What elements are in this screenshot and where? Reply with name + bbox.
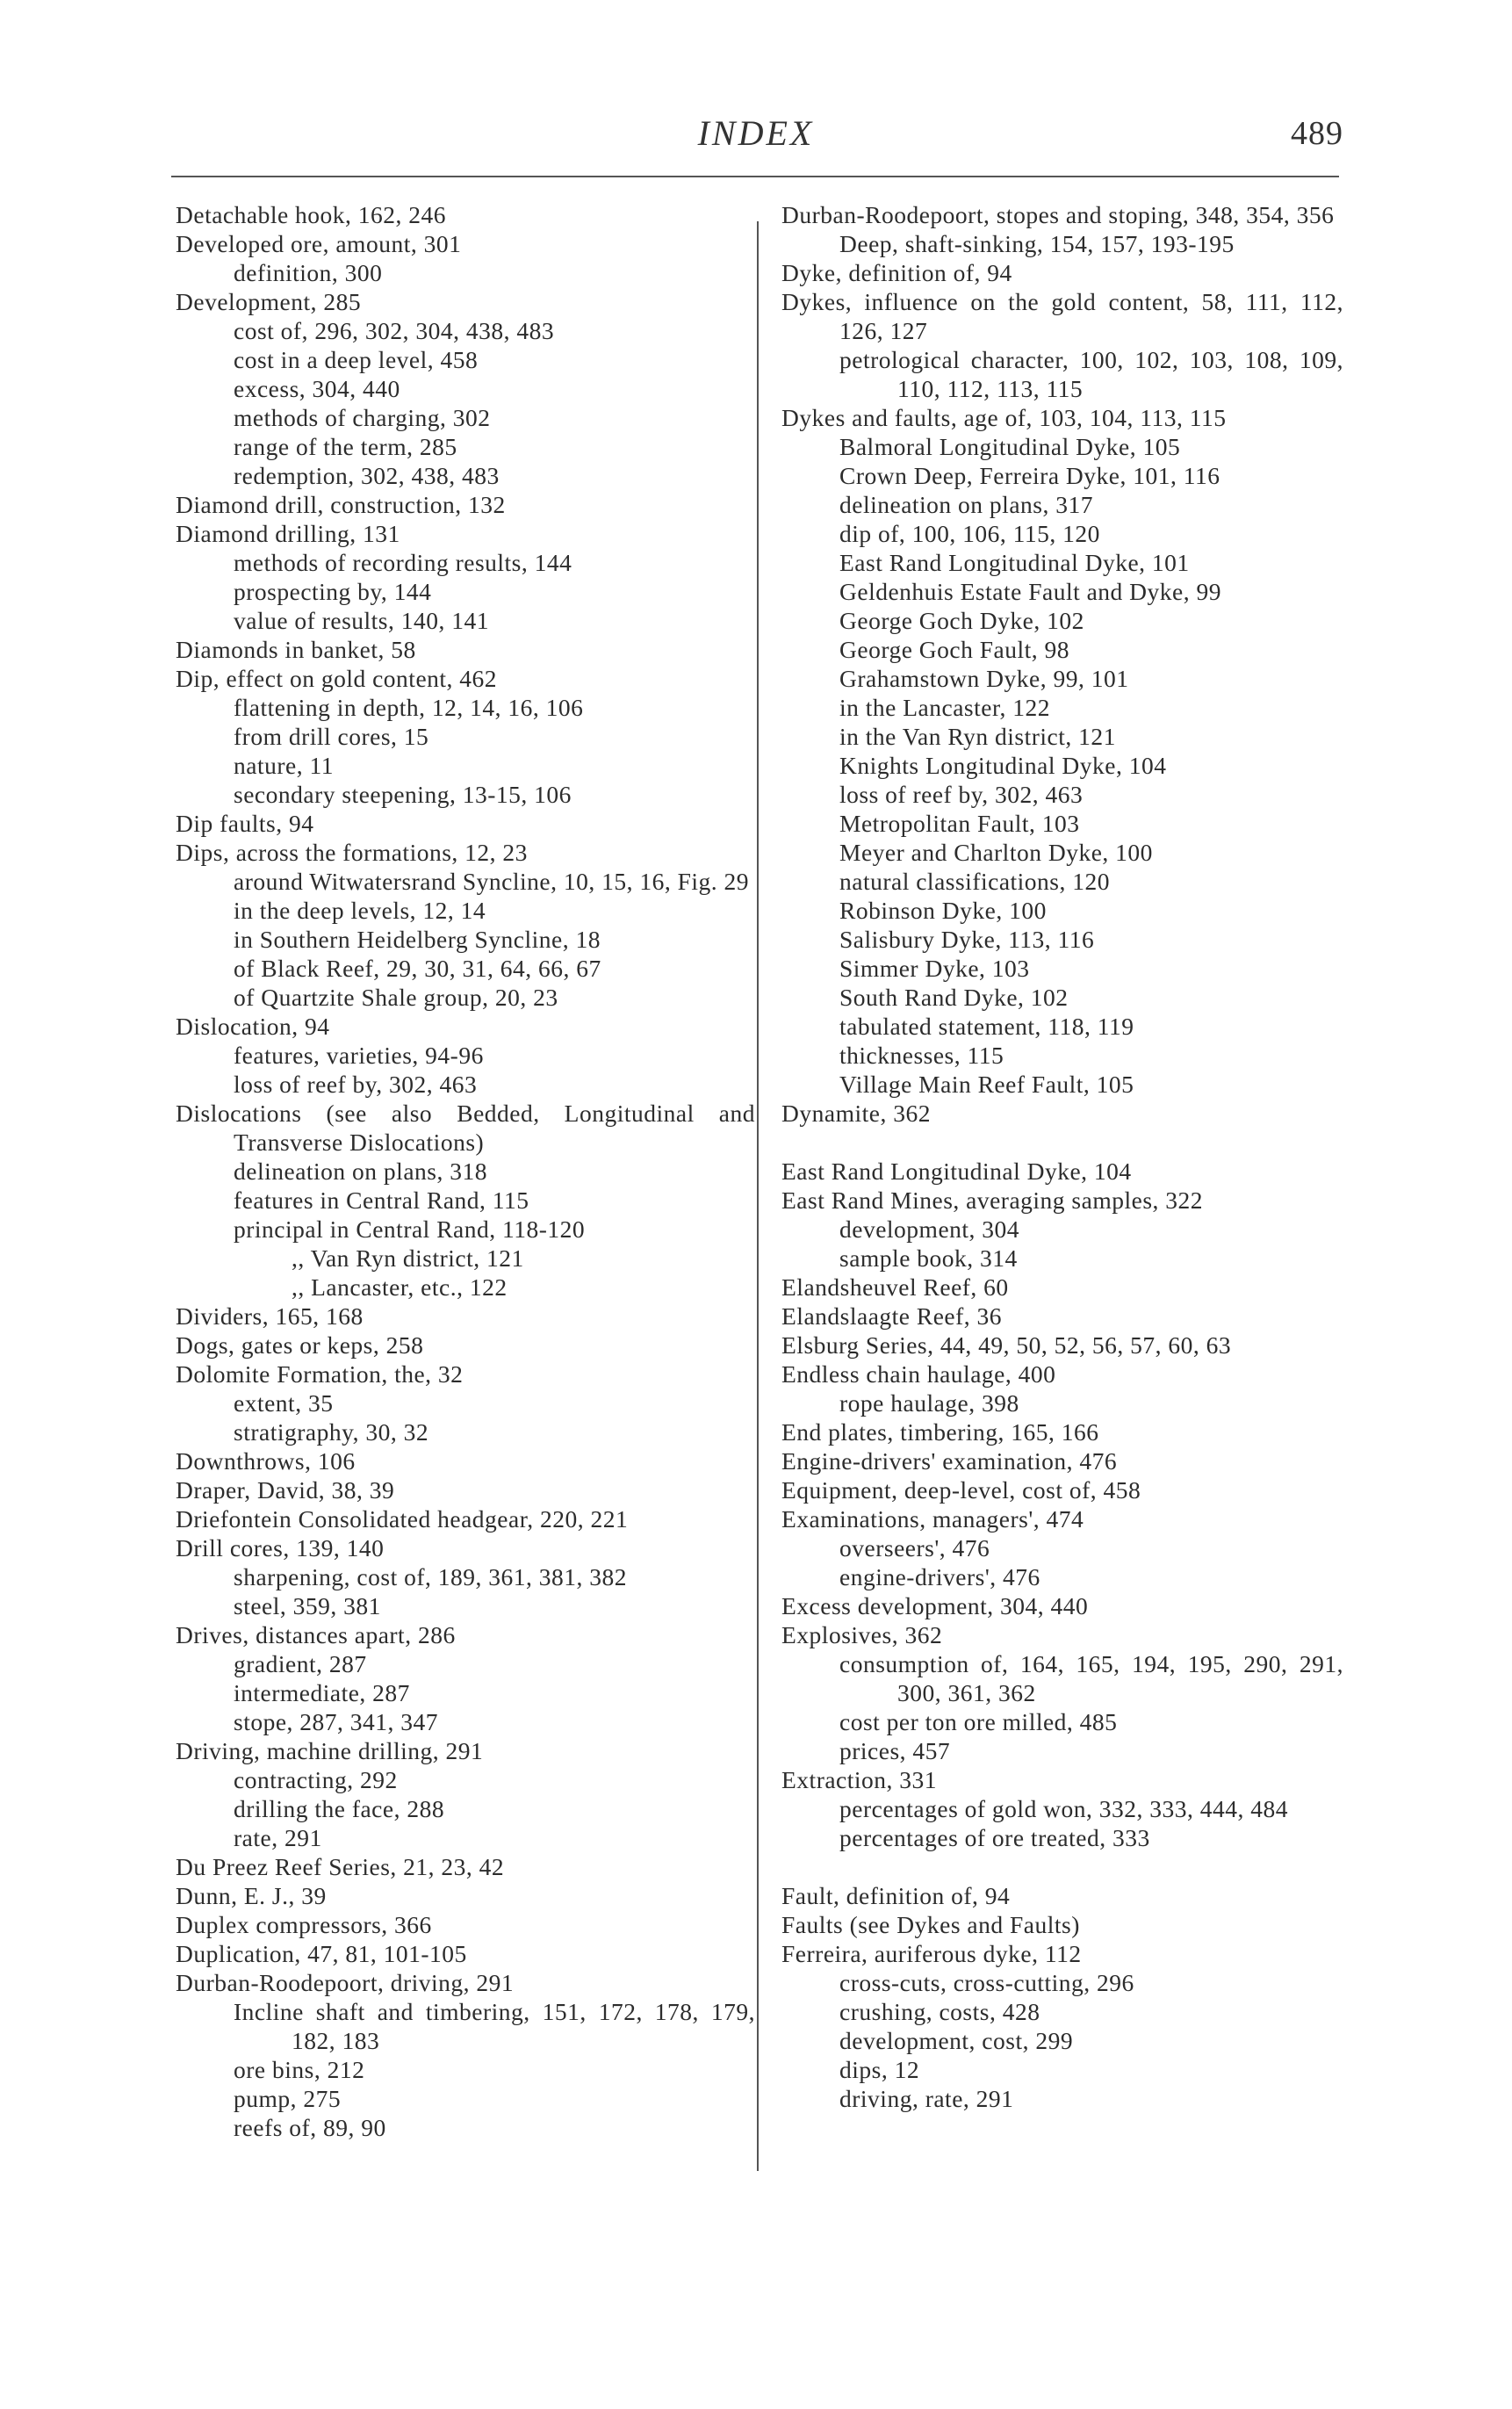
index-subentry: cost of, 296, 302, 304, 438, 483	[234, 317, 555, 344]
page-number: 489	[1291, 115, 1343, 152]
index-subentry: delineation on plans, 318	[234, 1158, 487, 1185]
index-entry: Equipment, deep-level, cost of, 458	[781, 1476, 1141, 1504]
index-entry: Dyke, definition of, 94	[781, 259, 1012, 286]
index-subentry: development, 304	[839, 1215, 1020, 1243]
index-entry: Downthrows, 106	[176, 1447, 356, 1475]
index-subentry: flattening in depth, 12, 14, 16, 106	[234, 694, 584, 721]
index-entry: Duplex compressors, 366	[176, 1911, 432, 1938]
index-entry: Driefontein Consolidated headgear, 220, 221	[176, 1505, 629, 1533]
index-subentry: stope, 287, 341, 347	[234, 1708, 439, 1735]
index-entry: Dolomite Formation, the, 32	[176, 1360, 464, 1388]
index-entry: Fault, definition of, 94	[781, 1882, 1011, 1909]
index-entry: Dip faults, 94	[176, 810, 314, 837]
index-entry: End plates, timbering, 165, 166	[781, 1418, 1099, 1446]
index-entry: Durban-Roodepoort, driving, 291	[176, 1969, 515, 1996]
index-subentry: range of the term, 285	[234, 433, 457, 460]
index-subentry: South Rand Dyke, 102	[839, 984, 1069, 1011]
index-subentry: ,, Lancaster, etc., 122	[292, 1273, 508, 1301]
index-entry: Dividers, 165, 168	[176, 1302, 364, 1330]
index-subentry: from drill cores, 15	[234, 723, 429, 750]
index-subentry: percentages of ore treated, 333	[839, 1824, 1150, 1851]
index-subentry: rope haulage, 398	[839, 1389, 1019, 1417]
index-subentry: Crown Deep, Ferreira Dyke, 101, 116	[839, 462, 1220, 489]
index-subentry: extent, 35	[234, 1389, 334, 1417]
index-entry: Faults (see Dykes and Faults)	[781, 1911, 1080, 1938]
index-entry: Diamond drilling, 131	[176, 520, 400, 547]
index-entry: Dykes, influence on the gold content, 58, 111, 112, 126, 127	[781, 288, 1343, 344]
index-subentry: sample book, 314	[839, 1244, 1018, 1272]
index-subentry: of Black Reef, 29, 30, 31, 64, 66, 67	[234, 955, 601, 982]
index-entry: Drill cores, 139, 140	[176, 1534, 385, 1562]
index-subentry: excess, 304, 440	[234, 375, 400, 402]
index-subentry: reefs of, 89, 90	[234, 2114, 386, 2141]
index-subentry: loss of reef by, 302, 463	[234, 1071, 478, 1098]
index-subentry: in the deep levels, 12, 14	[234, 897, 486, 924]
index-entry: Elandsheuvel Reef, 60	[781, 1273, 1009, 1301]
index-subentry: Incline shaft and timbering, 151, 172, 178, 179, 182, 183	[234, 1998, 755, 2054]
index-subentry: thicknesses, 115	[839, 1042, 1004, 1069]
index-subentry: drilling the face, 288	[234, 1795, 445, 1822]
index-subentry: pump, 275	[234, 2085, 342, 2112]
index-entry: Driving, machine drilling, 291	[176, 1737, 484, 1764]
index-entry: Engine-drivers' examination, 476	[781, 1447, 1118, 1475]
index-subentry: dip of, 100, 106, 115, 120	[839, 520, 1100, 547]
index-entry: East Rand Mines, averaging samples, 322	[781, 1186, 1204, 1214]
index-subentry: petrological character, 100, 102, 103, 108, 109, 110, 112, 113, 115	[839, 346, 1343, 402]
index-entry: Du Preez Reef Series, 21, 23, 42	[176, 1853, 505, 1880]
index-subentry: methods of charging, 302	[234, 404, 491, 431]
index-subentry: definition, 300	[234, 259, 383, 286]
index-subentry: value of results, 140, 141	[234, 607, 490, 634]
index-subentry: driving, rate, 291	[839, 2085, 1014, 2112]
index-subentry: dips, 12	[839, 2056, 920, 2083]
index-entry: Explosives, 362	[781, 1621, 943, 1648]
index-subentry: stratigraphy, 30, 32	[234, 1418, 429, 1446]
running-header-title: INDEX	[697, 113, 815, 153]
index-subentry: tabulated statement, 118, 119	[839, 1013, 1134, 1040]
index-entry: Excess development, 304, 440	[781, 1592, 1089, 1619]
index-subentry: sharpening, cost of, 189, 361, 381, 382	[234, 1563, 627, 1590]
index-subentry: cost in a deep level, 458	[234, 346, 479, 373]
index-subentry: Knights Longitudinal Dyke, 104	[839, 752, 1167, 779]
index-subentry: cost per ton ore milled, 485	[839, 1708, 1118, 1735]
index-subentry: George Goch Fault, 98	[839, 636, 1070, 663]
index-entry: Duplication, 47, 81, 101-105	[176, 1940, 467, 1967]
index-entry: Durban-Roodepoort, stopes and stoping, 348, 354, 356	[781, 201, 1335, 228]
index-subentry: in the Lancaster, 122	[839, 694, 1051, 721]
index-subentry: prospecting by, 144	[234, 578, 432, 605]
index-subentry: Metropolitan Fault, 103	[839, 810, 1080, 837]
index-subentry: redemption, 302, 438, 483	[234, 462, 500, 489]
index-subentry: delineation on plans, 317	[839, 491, 1093, 518]
index-entry: Elsburg Series, 44, 49, 50, 52, 56, 57, 60, 63	[781, 1331, 1232, 1359]
index-entry: Development, 285	[176, 288, 362, 315]
index-subentry: Balmoral Longitudinal Dyke, 105	[839, 433, 1181, 460]
index-entry: Draper, David, 38, 39	[176, 1476, 395, 1504]
index-subentry: Meyer and Charlton Dyke, 100	[839, 839, 1153, 866]
index-subentry: consumption of, 164, 165, 194, 195, 290, 291, 300, 361, 362	[839, 1650, 1343, 1706]
index-subentry: principal in Central Rand, 118-120	[234, 1215, 586, 1243]
index-subentry: Simmer Dyke, 103	[839, 955, 1030, 982]
index-entry: Elandslaagte Reef, 36	[781, 1302, 1003, 1330]
index-subentry: George Goch Dyke, 102	[839, 607, 1084, 634]
index-column-left	[176, 200, 755, 2142]
index-subentry: ,, Van Ryn district, 121	[292, 1244, 524, 1272]
index-subentry: ore bins, 212	[234, 2056, 365, 2083]
index-subentry: around Witwatersrand Syncline, 10, 15, 16, Fig. 29	[234, 868, 750, 895]
index-entry: Dislocations (see also Bedded, Longitudinal and Transverse Dislocations)	[176, 1100, 755, 1156]
index-entry: Endless chain haulage, 400	[781, 1360, 1056, 1388]
index-subentry: features in Central Rand, 115	[234, 1186, 529, 1214]
index-subentry: East Rand Longitudinal Dyke, 101	[839, 549, 1190, 576]
index-subentry: Deep, shaft-sinking, 154, 157, 193-195	[839, 230, 1235, 257]
index-entry: Detachable hook, 162, 246	[176, 201, 447, 228]
column-divider	[757, 221, 759, 2171]
index-subentry: in Southern Heidelberg Syncline, 18	[234, 926, 601, 953]
index-entry: East Rand Longitudinal Dyke, 104	[781, 1158, 1132, 1185]
index-subentry: crushing, costs, 428	[839, 1998, 1040, 2025]
index-entry: Dynamite, 362	[781, 1100, 931, 1127]
index-subentry: features, varieties, 94-96	[234, 1042, 484, 1069]
index-entry: Diamond drill, construction, 132	[176, 491, 506, 518]
index-entry: Dips, across the formations, 12, 23	[176, 839, 528, 866]
index-subentry: Village Main Reef Fault, 105	[839, 1071, 1134, 1098]
index-entry: Dykes and faults, age of, 103, 104, 113, 115	[781, 404, 1227, 431]
index-subentry: development, cost, 299	[839, 2027, 1074, 2054]
index-subentry: intermediate, 287	[234, 1679, 410, 1706]
index-subentry: steel, 359, 381	[234, 1592, 381, 1619]
index-subentry: methods of recording results, 144	[234, 549, 572, 576]
index-entry: Dogs, gates or keps, 258	[176, 1331, 424, 1359]
index-entry: Dunn, E. J., 39	[176, 1882, 327, 1909]
index-subentry: contracting, 292	[234, 1766, 398, 1793]
index-subentry: rate, 291	[234, 1824, 322, 1851]
index-subentry: percentages of gold won, 332, 333, 444, 484	[839, 1795, 1289, 1822]
index-subentry: Robinson Dyke, 100	[839, 897, 1047, 924]
header-rule	[171, 176, 1339, 177]
index-subentry: secondary steepening, 13-15, 106	[234, 781, 572, 808]
index-subentry: Salisbury Dyke, 113, 116	[839, 926, 1095, 953]
index-subentry: loss of reef by, 302, 463	[839, 781, 1084, 808]
index-entry: Dislocation, 94	[176, 1013, 330, 1040]
index-subentry: Grahamstown Dyke, 99, 101	[839, 665, 1129, 692]
index-entry: Examinations, managers', 474	[781, 1505, 1084, 1533]
index-subentry: in the Van Ryn district, 121	[839, 723, 1116, 750]
index-subentry: gradient, 287	[234, 1650, 367, 1677]
index-subentry: of Quartzite Shale group, 20, 23	[234, 984, 558, 1011]
index-subentry: overseers', 476	[839, 1534, 990, 1562]
index-entry: Ferreira, auriferous dyke, 112	[781, 1940, 1082, 1967]
index-entry: Diamonds in banket, 58	[176, 636, 416, 663]
index-entry: Drives, distances apart, 286	[176, 1621, 456, 1648]
index-subentry: nature, 11	[234, 752, 334, 779]
index-subentry: Geldenhuis Estate Fault and Dyke, 99	[839, 578, 1221, 605]
index-entry: Extraction, 331	[781, 1766, 938, 1793]
index-column-right	[781, 200, 1343, 2113]
index-subentry: natural classifications, 120	[839, 868, 1111, 895]
index-entry: Developed ore, amount, 301	[176, 230, 462, 257]
index-subentry: engine-drivers', 476	[839, 1563, 1040, 1590]
index-subentry: prices, 457	[839, 1737, 951, 1764]
index-subentry: cross-cuts, cross-cutting, 296	[839, 1969, 1134, 1996]
index-entry: Dip, effect on gold content, 462	[176, 665, 498, 692]
